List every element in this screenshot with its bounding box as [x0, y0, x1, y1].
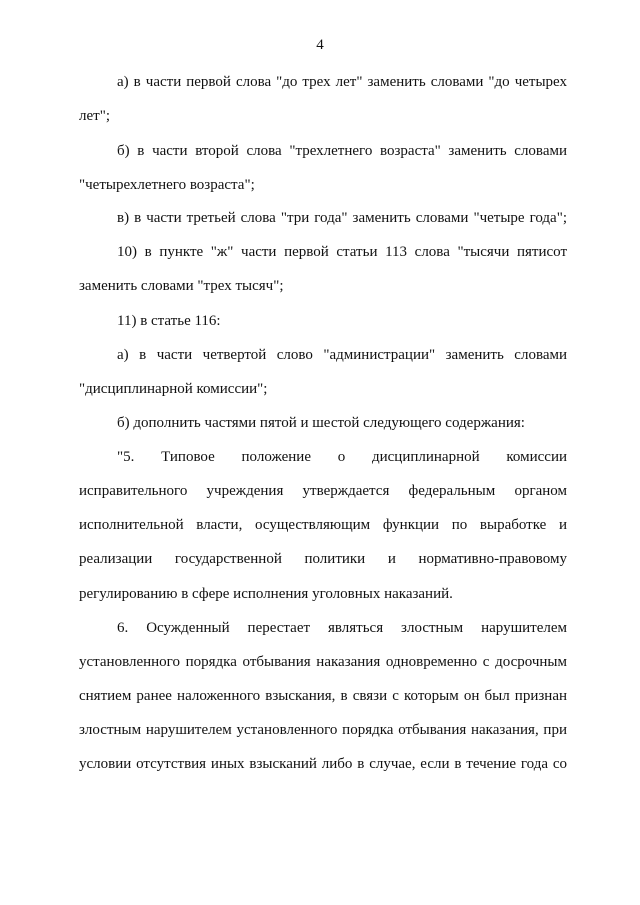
text-line: снятием ранее наложенного взыскания, в связи с которым он был признан [79, 688, 567, 704]
text-line: в) в части третьей слова "три года" заменить словами "четыре года"; [117, 210, 567, 226]
text-line: б) в части второй слова "трехлетнего возраста" заменить словами [117, 143, 567, 159]
text-line: злостным нарушителем установленного порядка отбывания наказания, при [79, 722, 567, 738]
text-line: б) дополнить частями пятой и шестой следующего содержания: [117, 415, 525, 431]
text-line: а) в части первой слова "до трех лет" заменить словами "до четырех [117, 74, 567, 90]
text-line: исправительного учреждения утверждается федеральным органом [79, 483, 567, 499]
text-line: а) в части четвертой слово "администрации" заменить словами [117, 347, 567, 363]
text-line: условии отсутствия иных взысканий либо в случае, если в течение года со [79, 756, 567, 772]
text-line: 6. Осужденный перестает являться злостным нарушителем [117, 620, 567, 636]
text-line: "четырехлетнего возраста"; [79, 177, 255, 193]
text-line: заменить словами "трех тысяч"; [79, 278, 284, 294]
text-line: 11) в статье 116: [117, 313, 221, 329]
text-line: исполнительной власти, осуществляющим функции по выработке и [79, 517, 567, 533]
text-line: реализации государственной политики и нормативно-правовому [79, 551, 567, 567]
page-number: 4 [316, 37, 324, 53]
text-line: 10) в пункте "ж" части первой статьи 113 слова "тысячи пятисот [117, 244, 567, 260]
text-line: лет"; [79, 108, 110, 124]
text-line: "дисциплинарной комиссии"; [79, 381, 268, 397]
text-line: "5. Типовое положение о дисциплинарной комиссии [117, 449, 567, 465]
text-line: установленного порядка отбывания наказания одновременно с досрочным [79, 654, 567, 670]
text-line: регулированию в сфере исполнения уголовных наказаний. [79, 586, 453, 602]
